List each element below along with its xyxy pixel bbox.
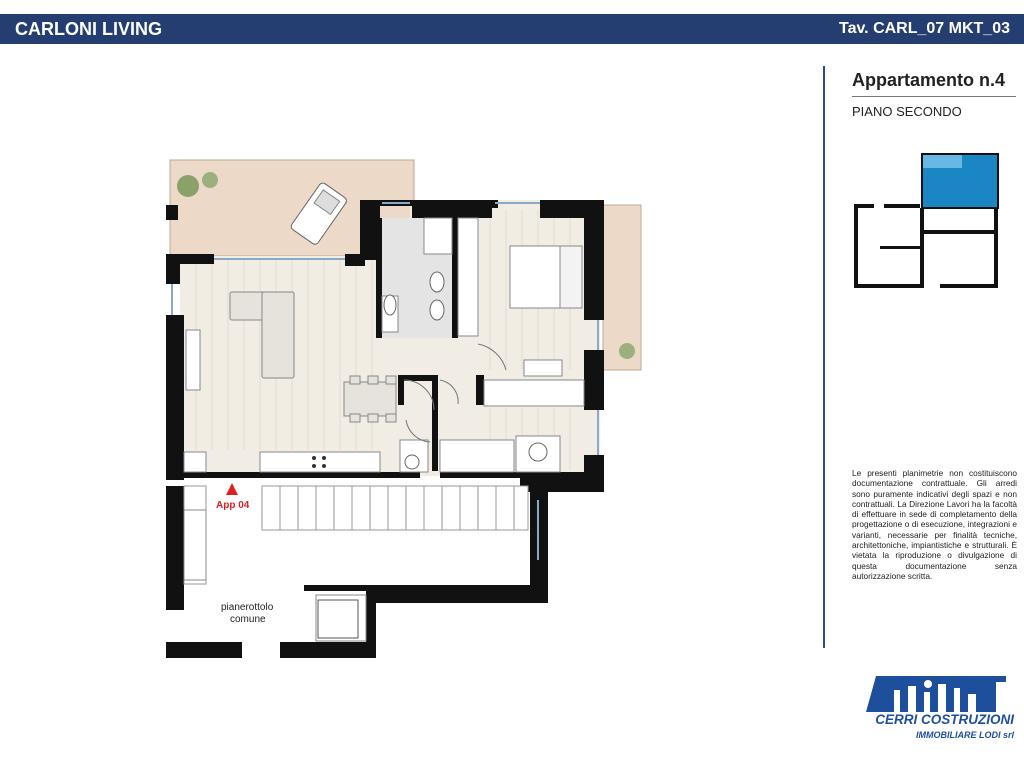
title-rule	[852, 96, 1016, 97]
apartment-title: Appartamento n.4	[852, 70, 1006, 90]
stairs	[262, 486, 528, 530]
disclaimer-text: Le presenti planimetrie non costituiscono documentazione contrattuale. Gli arredi sono puramente indicativi degli spazi e non contrattuali. La Direzione Lavori ha la facoltà di effettuare in sede di completamento della progettazione o di esecuzione, integrazioni e varianti, necessarie per finalità tecniche, architettoniche, impiantistiche e strutturali. È vietata la riproduzione o divulgazione di questa documentazione senza autorizzazione scritta.	[852, 468, 1017, 581]
project-title: CARLONI LIVING	[15, 19, 162, 39]
key-plan-walls	[854, 204, 998, 288]
landing-label-line1: pianerottolo	[221, 602, 274, 613]
key-plan	[850, 150, 1002, 292]
skyline-icon	[846, 672, 1016, 714]
sheet-code: Tav. CARL_07 MKT_03	[838, 20, 1010, 37]
apartment-marker-arrow	[226, 483, 238, 495]
company-logo	[846, 672, 1016, 762]
apartment-marker-label: App 04	[216, 500, 250, 511]
company-name: CERRI COSTRUZIONI	[875, 712, 1014, 727]
landing-label-line2: comune	[230, 614, 266, 625]
vertical-divider	[823, 66, 825, 648]
company-subtitle: IMMOBILIARE LODI srl	[915, 730, 1014, 740]
floor-label: PIANO SECONDO	[852, 104, 962, 119]
